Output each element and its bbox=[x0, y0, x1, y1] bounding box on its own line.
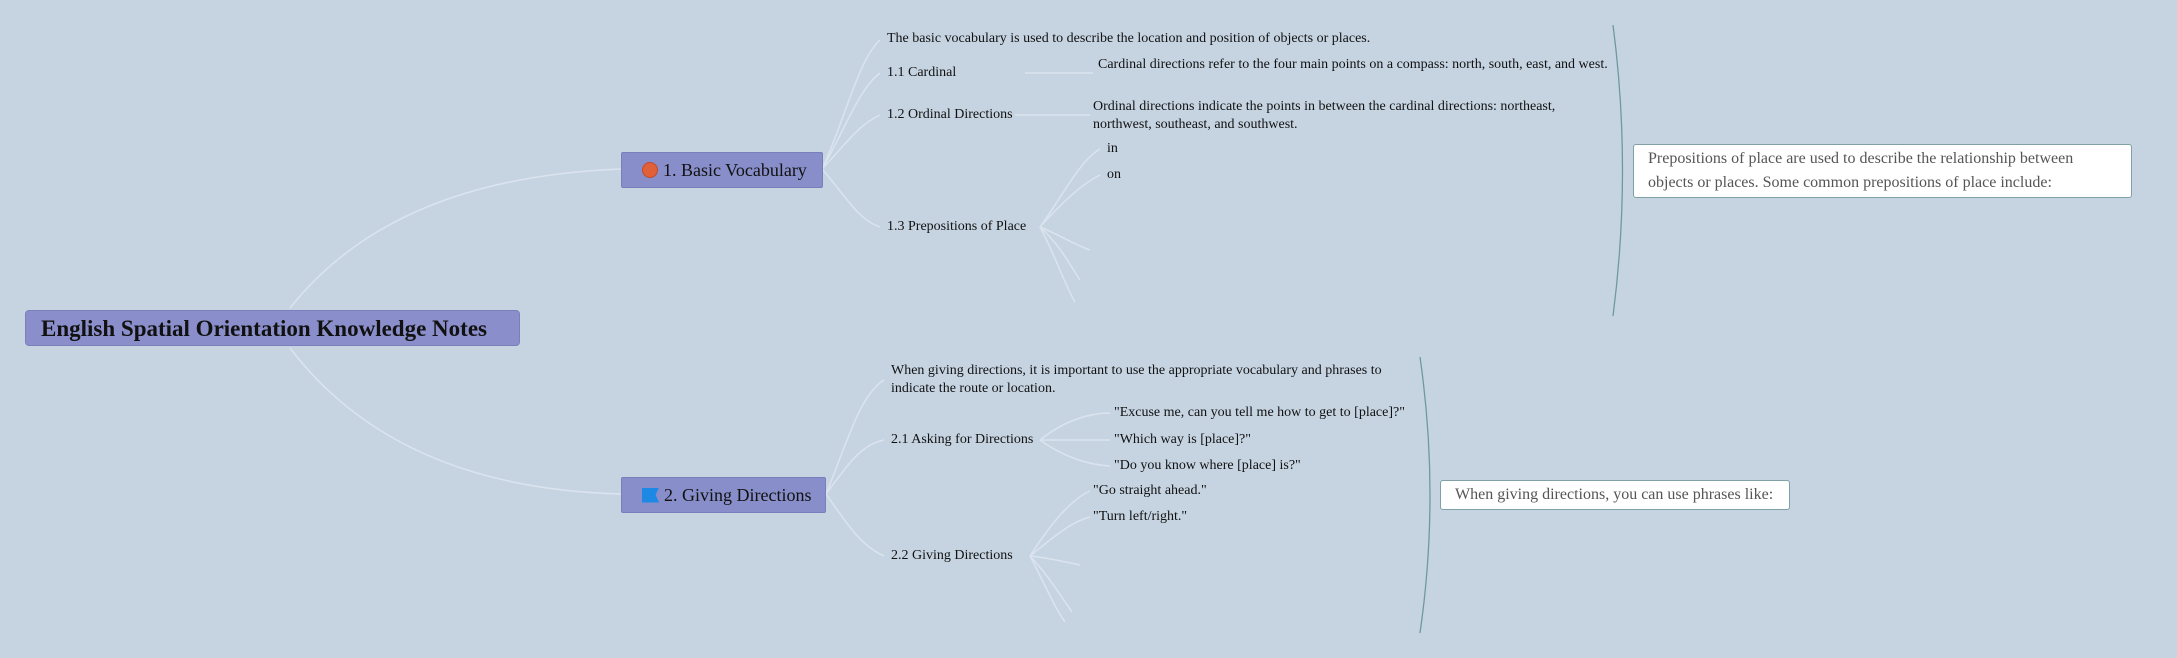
subtopic-prepositions-of-place[interactable]: 1.3 Prepositions of Place bbox=[887, 219, 1027, 234]
connector-prep-extra1 bbox=[1040, 227, 1090, 250]
connector-central-branch1 bbox=[290, 169, 621, 308]
priority-icon bbox=[642, 162, 658, 178]
subtopic-asking-for-directions[interactable]: 2.1 Asking for Directions bbox=[891, 432, 1034, 447]
connector-prep-extra3 bbox=[1040, 227, 1075, 302]
basic-vocabulary-intro[interactable]: The basic vocabulary is used to describe the location and position of objects or places. bbox=[887, 31, 1371, 46]
connector-b1-prepositions bbox=[822, 169, 880, 227]
connector-prep-extra2 bbox=[1040, 227, 1080, 280]
connector-b1-ordinal bbox=[822, 115, 880, 169]
subtopic-ordinal-directions[interactable]: 1.2 Ordinal Directions bbox=[887, 107, 1013, 122]
main-topic-giving-directions[interactable] bbox=[621, 477, 826, 513]
main-topic-basic-vocabulary[interactable] bbox=[621, 152, 823, 188]
connector-prep-on bbox=[1040, 175, 1100, 227]
connector-central-branch2 bbox=[290, 348, 621, 494]
connector-giving-5 bbox=[1030, 556, 1065, 622]
giving-directions-intro[interactable]: When giving directions, it is important to use the appropriate vocabulary and phrases to indicate the route or location. bbox=[891, 363, 1382, 396]
connector-b2-intro bbox=[826, 380, 884, 494]
flag-icon bbox=[642, 488, 659, 503]
summary-bracket-1 bbox=[1613, 25, 1623, 316]
summary-prepositions[interactable]: Prepositions of place are used to describe the relationship between objects or places. Some common prepositions of place include: bbox=[1633, 144, 2132, 198]
main-topic-label: 1. Basic Vocabulary bbox=[663, 159, 807, 180]
connector-asking-3 bbox=[1040, 440, 1110, 466]
connector-prep-in bbox=[1040, 149, 1100, 227]
connector-giving-4 bbox=[1030, 556, 1072, 612]
connector-b1-cardinal bbox=[822, 73, 880, 169]
summary-giving-directions[interactable]: When giving directions, you can use phrases like: bbox=[1440, 480, 1790, 510]
cardinal-detail[interactable]: Cardinal directions refer to the four main points on a compass: north, south, east, and west. bbox=[1098, 57, 1608, 72]
connector-asking-1 bbox=[1040, 413, 1110, 440]
summary-bracket-2 bbox=[1420, 357, 1430, 633]
asking-phrase[interactable]: "Excuse me, can you tell me how to get to [place]?" bbox=[1114, 405, 1405, 420]
connector-b1-intro bbox=[822, 40, 880, 169]
connector-giving-1 bbox=[1030, 491, 1090, 556]
connector-giving-2 bbox=[1030, 517, 1090, 556]
asking-phrase[interactable]: "Do you know where [place] is?" bbox=[1114, 458, 1301, 473]
connector-giving-3 bbox=[1030, 556, 1080, 565]
preposition-item[interactable]: in bbox=[1107, 141, 1118, 156]
ordinal-detail[interactable]: Ordinal directions indicate the points in between the cardinal directions: northeast, northwest, southeast, and southwest. bbox=[1093, 99, 1556, 132]
giving-phrase[interactable]: "Turn left/right." bbox=[1093, 509, 1188, 524]
asking-phrase[interactable]: "Which way is [place]?" bbox=[1114, 432, 1251, 447]
preposition-item[interactable]: on bbox=[1107, 167, 1121, 182]
subtopic-cardinal[interactable]: 1.1 Cardinal bbox=[887, 65, 957, 80]
subtopic-giving-directions[interactable]: 2.2 Giving Directions bbox=[891, 548, 1013, 563]
giving-phrase[interactable]: "Go straight ahead." bbox=[1093, 483, 1207, 498]
central-topic[interactable]: English Spatial Orientation Knowledge Notes bbox=[25, 310, 520, 346]
connector-b2-asking bbox=[826, 440, 884, 494]
main-topic-label: 2. Giving Directions bbox=[664, 484, 812, 505]
connector-b2-giving bbox=[826, 494, 884, 556]
